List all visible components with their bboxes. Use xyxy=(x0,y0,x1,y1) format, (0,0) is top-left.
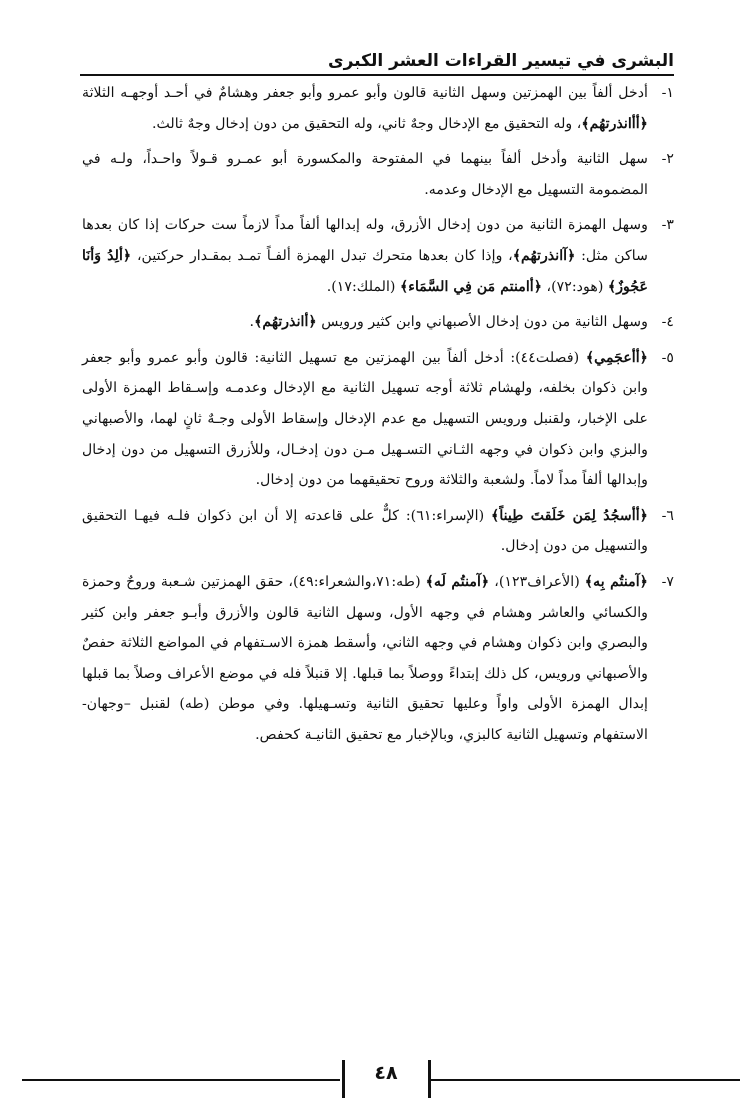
list-item xyxy=(82,78,674,139)
item-number: ٤- xyxy=(661,314,674,331)
item-number: ٢- xyxy=(661,151,674,168)
text-segment: (الإسراء:٦١): كلٌّ على قاعدته إلا أن ابن ذكوان فلـه فيهـا التحقيق والتسهيل من دون إدخال. xyxy=(82,507,648,555)
item-text xyxy=(82,85,648,132)
text-segment: أدخل ألفاً بين الهمزتين وسهل الثانية قالون وأبو عمرو وأبو جعفر وهشامٌ في أحـد أوجهـه الثلاثة xyxy=(82,85,648,101)
item-text xyxy=(82,217,648,294)
quran-quote: ﴿ألِدُ وَأنَا عَجُوزٌ﴾ xyxy=(82,247,648,295)
item-number: ٣- xyxy=(661,217,674,234)
quran-quote: ﴿أأانذرتهُم﴾ xyxy=(581,115,648,132)
footer-bar-left xyxy=(342,1060,345,1098)
item-text xyxy=(82,508,648,555)
text-segment: (طه:٧١،والشعراء:٤٩)، حقق الهمزتين شـعبة وروحٌ وحمزة والكسائي والعاشر وهشام في وجهه الأول، وسهل الثانية قالون والأزرق وأبـو جعفر وابن كثير والبصري وابن ذكوان وهشام في وجهه الثاني، وأسقط همزة الاسـتفهام في المواضع الثلاثة حفصٌ والأصبهاني ورويس، كل ذلك إبتداءً ووصلاً بما قبلها. إلا قنبلاً فله في موضع الأعراف وصلاً بما قبلها إبدال الهمزة الأولى واواً وعليها تحقيق الثانية وتسـهيلها. وفي موطن (طه) لقنبل –وجهان- الاستفهام وتسهيل الثانية كالبزي، وبالإخبار مع تحقيق الثانيـة كحفص. xyxy=(82,573,648,743)
text-segment: ، وله التحقيق مع الإدخال وجهٌ ثاني، وله التحقيق من دون إدخال وجهٌ ثالث. xyxy=(151,115,582,132)
quran-quote: ﴿آمنتُم لَه﴾ xyxy=(425,573,490,590)
running-header xyxy=(80,44,674,76)
text-segment: سهل الثانية وأدخل ألفاً بينهما في المفتوحة والمكسورة أبو عمـرو قـولاً واحـداً، ولـه في المضمومة التسهيل مع الإدخال وعدمه. xyxy=(82,151,648,198)
page-footer xyxy=(22,1060,740,1100)
page-number: ٤٨ xyxy=(374,1062,398,1084)
list-item xyxy=(82,307,674,338)
quran-quote: ﴿أأسجُدُ لِمَن خَلَقتَ طِيناً﴾ xyxy=(491,507,648,524)
page-body xyxy=(82,78,674,755)
item-number: ١- xyxy=(661,85,674,101)
item-number: ٦- xyxy=(661,507,674,524)
list-item xyxy=(82,144,674,205)
item-text xyxy=(82,350,648,488)
quran-quote: ﴿أامنتم مَن فِي السَّمَاء﴾ xyxy=(399,278,543,295)
text-segment: . xyxy=(249,314,255,331)
list-item xyxy=(82,501,674,562)
text-segment: (هود:٧٢)، xyxy=(542,278,608,295)
text-segment: ، وإذا كان بعدها متحرك تبدل الهمزة ألفـاً تمـد بمقـدار حركتين، xyxy=(131,247,513,264)
text-segment: (الملك:١٧). xyxy=(326,278,400,295)
item-text xyxy=(250,314,648,330)
quran-quote: ﴿آانذرتهُم﴾ xyxy=(512,247,576,264)
list-item xyxy=(82,567,674,751)
list-item xyxy=(82,343,674,496)
text-segment: (فصلت٤٤): أدخل ألفاً بين الهمزتين مع تسهيل الثانية: قالون وأبو عمرو وأبو جعفر وابن ذكوان بخلفه، ولهشام ثلاثة أوجه تسهيل الثانية مع الإدخال وعدمـه وإسـقاط الهمزة الأولى على الإخبار، ولقنبل ورويس التسهيل مع عدم الإدخال وإسقاط الأولى وجـهٌ ثانٍ لهما، والأصبهاني والبزي وابن ذكوان في وجهه الثـاني التسـهيل مـن دون إدخـال، وللأزرق التسهيل من دون إدخال وإبدالها ألفاً مداً لاماً. ولشعبة والثلاثة وروح تحقيقهما من دون إدخال. xyxy=(82,349,648,489)
item-text xyxy=(82,151,648,198)
quran-quote: ﴿أأعجَمِي﴾ xyxy=(585,349,648,366)
list-item xyxy=(82,210,674,302)
footer-rule-right xyxy=(430,1079,740,1081)
text-segment: وسهل الهمزة الثانية من دون إدخال الأزرق، وله إبدالها ألفاً مداً لازماً ست حركات إذا كان بعدها ساكن مثل: xyxy=(82,217,648,264)
quran-quote: ﴿أانذرتهُم﴾ xyxy=(254,314,317,331)
text-segment: (الأعراف١٢٣)، xyxy=(489,573,585,590)
quran-quote: ﴿آمنتُم بِه﴾ xyxy=(584,573,648,590)
item-text xyxy=(82,574,648,743)
text-segment: وسهل الثانية من دون إدخال الأصبهاني وابن كثير ورويس xyxy=(316,314,648,331)
item-number: ٧- xyxy=(661,573,674,590)
item-number: ٥- xyxy=(661,349,674,366)
book-title: البشرى في تيسير القراءات العشر الكبرى xyxy=(328,51,674,71)
footer-rule-left xyxy=(22,1079,340,1081)
